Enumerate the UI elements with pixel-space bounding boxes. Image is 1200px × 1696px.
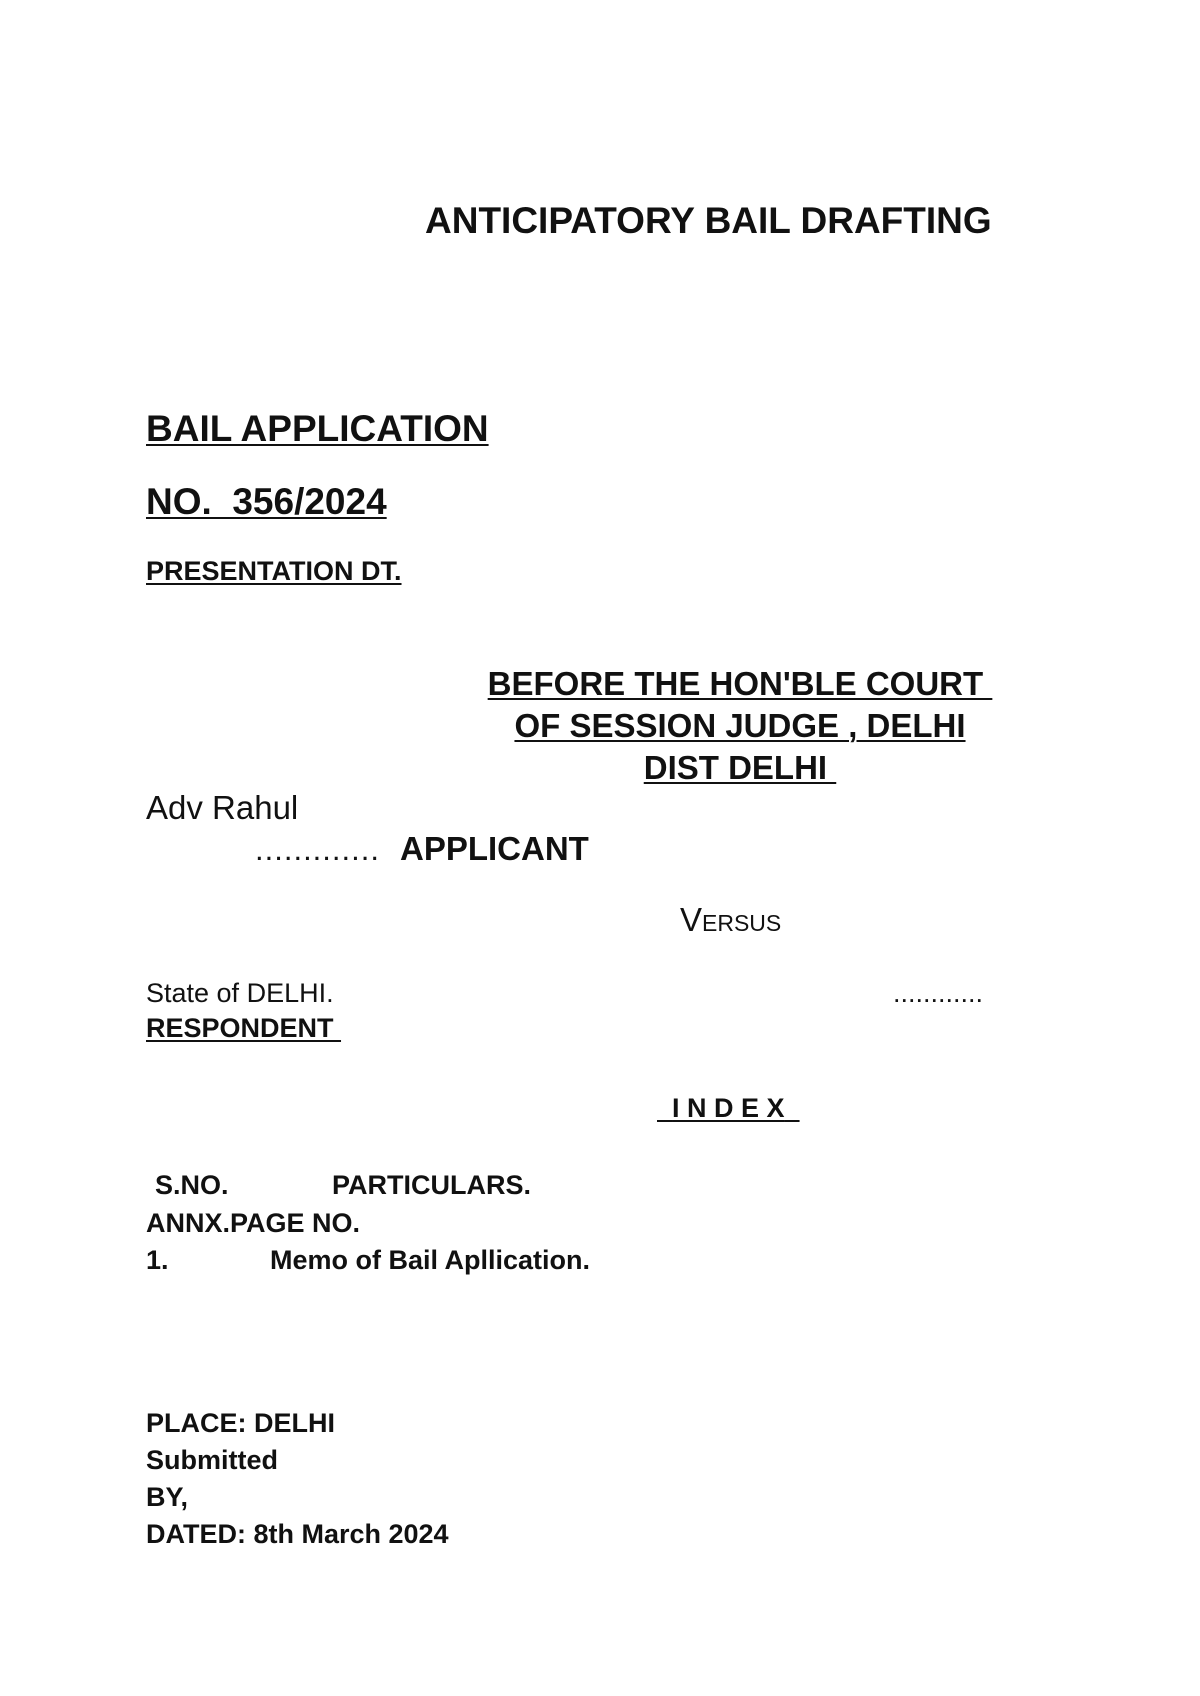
versus-label: Versus: [680, 901, 782, 938]
respondent-label: RESPONDENT: [146, 1013, 342, 1043]
respondent-name: State of DELHI.: [146, 978, 334, 1008]
application-number: NO. 356/2024: [146, 481, 387, 522]
applicant-name: Adv Rahul: [146, 789, 299, 826]
respondent-dots: ............: [893, 978, 984, 1008]
court-line-2: OF SESSION JUDGE , DELHI: [514, 707, 966, 744]
footer-dated: DATED: 8th March 2024: [146, 1519, 449, 1549]
footer-by: BY,: [146, 1482, 189, 1512]
court-line-3: DIST DELHI: [643, 749, 837, 786]
document-title: ANTICIPATORY BAIL DRAFTING: [425, 200, 992, 241]
index-col-particulars: PARTICULARS.: [332, 1170, 531, 1200]
index-row-sno: 1.: [146, 1245, 169, 1275]
applicant-dots: .............: [255, 832, 380, 867]
index-col-sno: S.NO.: [155, 1170, 229, 1200]
court-line-1: BEFORE THE HON'BLE COURT: [487, 665, 993, 702]
index-heading: [657, 1093, 800, 1124]
bail-application-heading: BAIL APPLICATION: [146, 408, 489, 449]
index-heading-text: I N D E X: [672, 1093, 785, 1123]
court-heading: [460, 663, 1020, 789]
footer-submitted: Submitted: [146, 1445, 278, 1475]
index-col-annx-page: ANNX.PAGE NO.: [146, 1208, 361, 1238]
presentation-date-label: PRESENTATION DT.: [146, 556, 402, 586]
footer-place: PLACE: DELHI: [146, 1408, 335, 1438]
index-row-particulars: Memo of Bail Apllication.: [270, 1245, 591, 1275]
applicant-label: APPLICANT: [400, 830, 589, 867]
